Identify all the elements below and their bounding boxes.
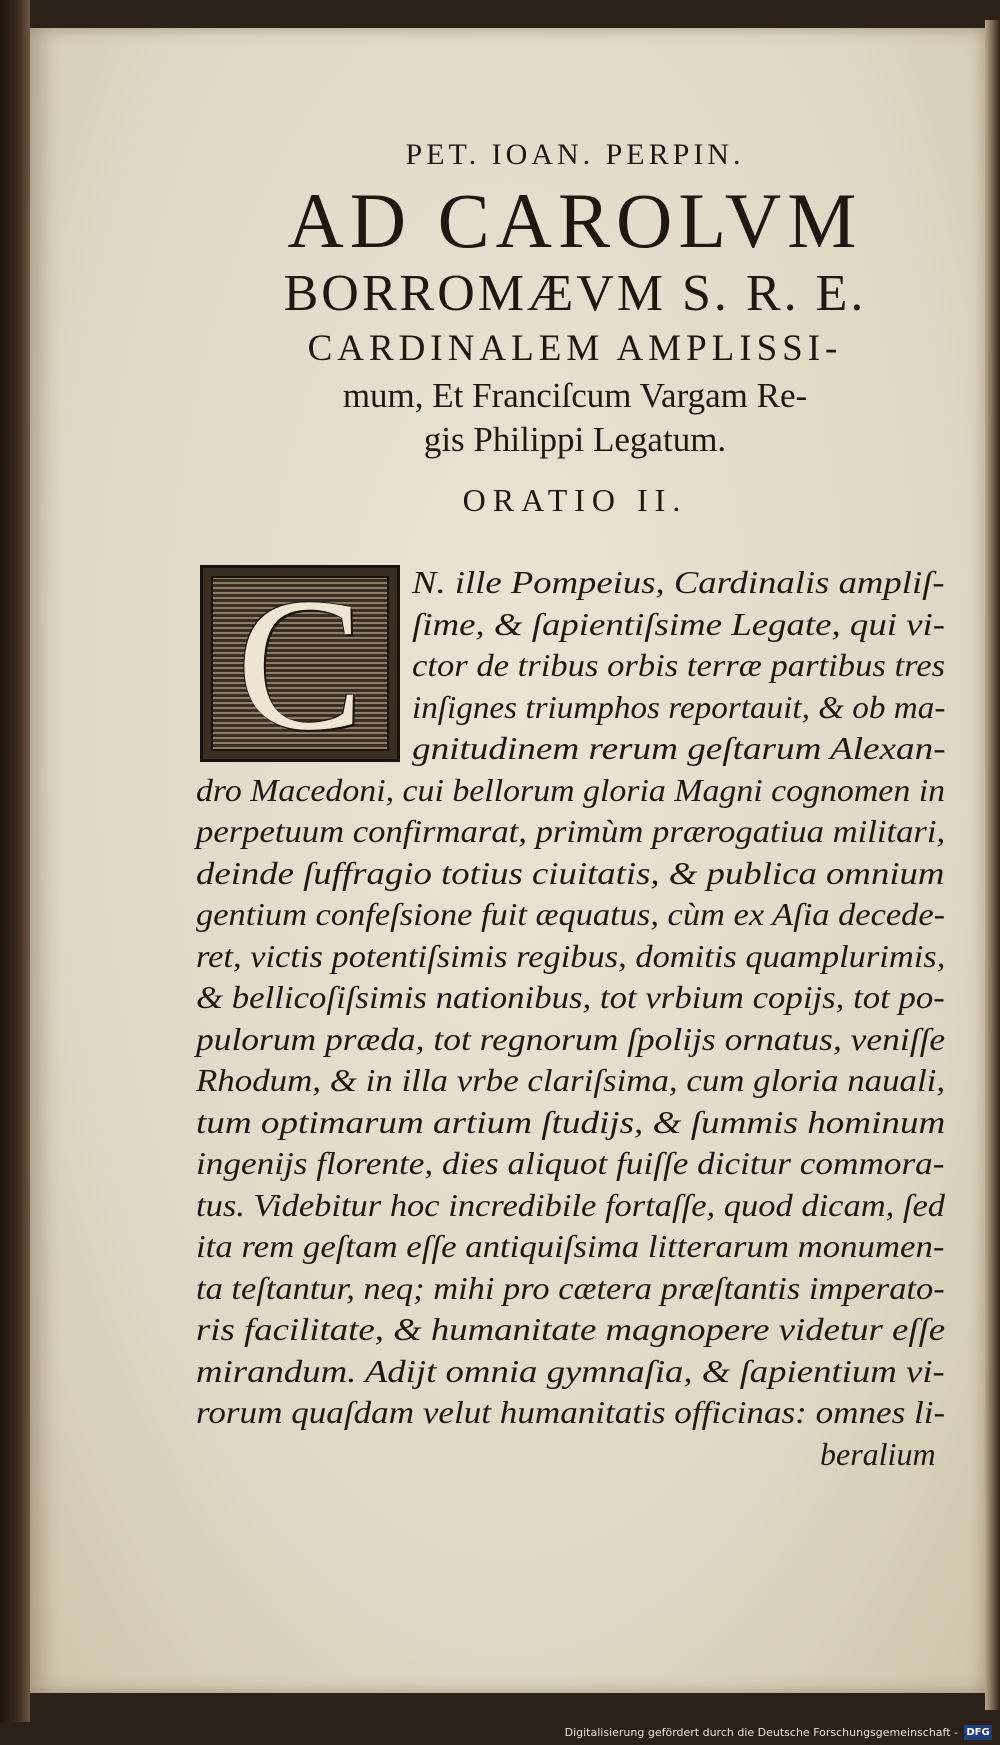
text-line: gentium confeſsione fuit æquatus, cùm ex Aſia decede- (196, 896, 946, 932)
dfg-logo: DFG (964, 1725, 992, 1740)
text-line: ſime, & ſapientiſsime Legate, qui vi- (412, 605, 946, 642)
author-line: PET. IOAN. PERPIN. (405, 138, 745, 171)
page-title: AD CAROLVM (287, 177, 863, 264)
text-line: tum optimarum artium ſtudijs, & ſummis hominum (196, 1103, 946, 1140)
text-line: pulorum præda, tot regnorum ſpolijs ornatus, veniſſe (196, 1020, 946, 1057)
text-line: deinde ſuffragio totius ciuitatis, & publica omnium (196, 854, 945, 891)
page-edge (985, 20, 1000, 1710)
text-line: Rhodum, & in illa vrbe clariſsima, cum gloria nauali, (196, 1062, 946, 1098)
text-line: ita rem geſtam eſſe antiquiſsima litterarum monumen- (196, 1228, 945, 1264)
subtitle-line-2: CARDINALEM AMPLISSI- (307, 328, 843, 369)
text-line: gnitudinem rerum geſtarum Alexan- (412, 730, 946, 766)
text-line: ingenijs florente, dies aliquot fuiſſe dicitur commora- (196, 1145, 945, 1181)
text-line: dro Macedoni, cui bellorum gloria Magni cognomen in (196, 771, 946, 808)
section-heading: ORATIO II. (462, 482, 688, 518)
subtitle-line-1: BORROMÆVM S. R. E. (283, 265, 867, 322)
text-line: beralium (820, 1435, 936, 1472)
text-line: ctor de tribus orbis terræ partibus tres (412, 647, 946, 683)
text-line: perpetuum confirmarat, primùm prærogatiua militari, (196, 813, 946, 849)
text-line: rorum quaſdam velut humanitatis officinas: omnes li- (196, 1394, 946, 1430)
text-line: ta teſtantur, neq; mihi pro cætera præſtantis imperato- (196, 1269, 945, 1306)
book-cover-edge (0, 0, 30, 1745)
subtitle-line-3: mum, Et Franciſcum Vargam Re- (342, 376, 808, 415)
text-line: mirandum. Adijt omnia gymnaſia, & ſapientium vi- (196, 1352, 945, 1389)
text-line: & bellicoſiſsimis nationibus, tot vrbium copijs, tot po- (196, 979, 945, 1015)
text-line: N. ille Pompeius, Cardinalis ampliſ- (412, 564, 945, 600)
subtitle-line-4: gis Philippi Legatum. (423, 420, 727, 459)
text-line: inſignes triumphos reportauit, & ob ma- (412, 688, 946, 725)
decorated-initial (200, 560, 400, 770)
text-line: ris facilitate, & humanitate magnopere videtur eſſe (196, 1311, 946, 1347)
digitization-credit: Digitalisierung gefördert durch die Deutsche Forschungsgemeinschaft - (564, 1726, 958, 1739)
initial-letter: C (236, 560, 364, 770)
text-line: tus. Videbitur hoc incredibile fortaſſe, quod dicam, ſed (196, 1186, 945, 1223)
woodcut-background (211, 560, 389, 770)
text-line: ret, victis potentiſsimis regibus, domitis quamplurimis, (196, 937, 946, 974)
